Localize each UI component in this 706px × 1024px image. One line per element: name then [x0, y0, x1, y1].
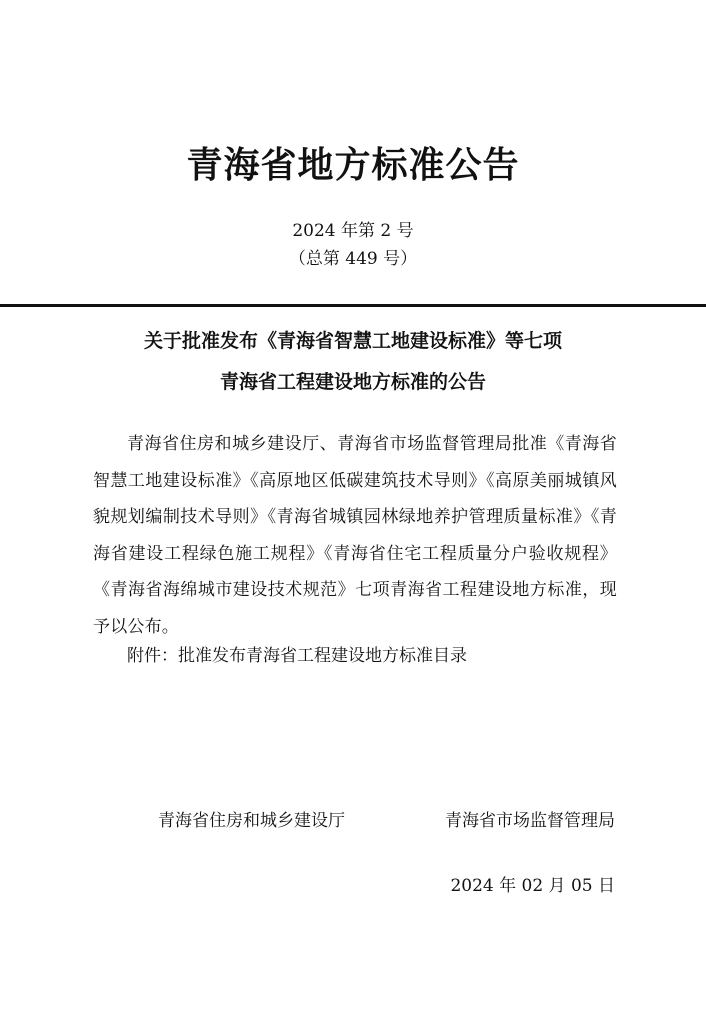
notice-title-line-1: 关于批准发布《青海省智慧工地建设标准》等七项	[143, 330, 562, 352]
attachment-line: 附件：批准发布青海省工程建设地方标准目录	[127, 646, 467, 666]
issue-number: 2024 年第 2 号	[292, 221, 414, 241]
document-title: 青海省地方标准公告	[186, 145, 520, 186]
issuer-market-regulation: 青海省市场监督管理局	[445, 811, 615, 831]
header-divider	[0, 304, 706, 307]
issuer-housing-department: 青海省住房和城乡建设厅	[158, 811, 345, 831]
total-issue-number: （总第 449 号）	[288, 249, 418, 269]
issue-date: 2024 年 02 月 05 日	[450, 876, 615, 896]
notice-title-line-2: 青海省工程建设地方标准的公告	[219, 371, 486, 393]
notice-body: 青海省住房和城乡建设厅、青海省市场监督管理局批准《青海省智慧工地建设标准》《高原地区低碳建筑技术导则》《高原美丽城镇风貌规划编制技术导则》《青海省城镇园林绿地养护管理质量标准》《青海省建设工程绿色施工规程》《青海省住宅工程质量分户验收规程》《青海省海绵城市建设技术规范》七项青海省工程建设地方标准，现予以公布。	[93, 434, 617, 637]
